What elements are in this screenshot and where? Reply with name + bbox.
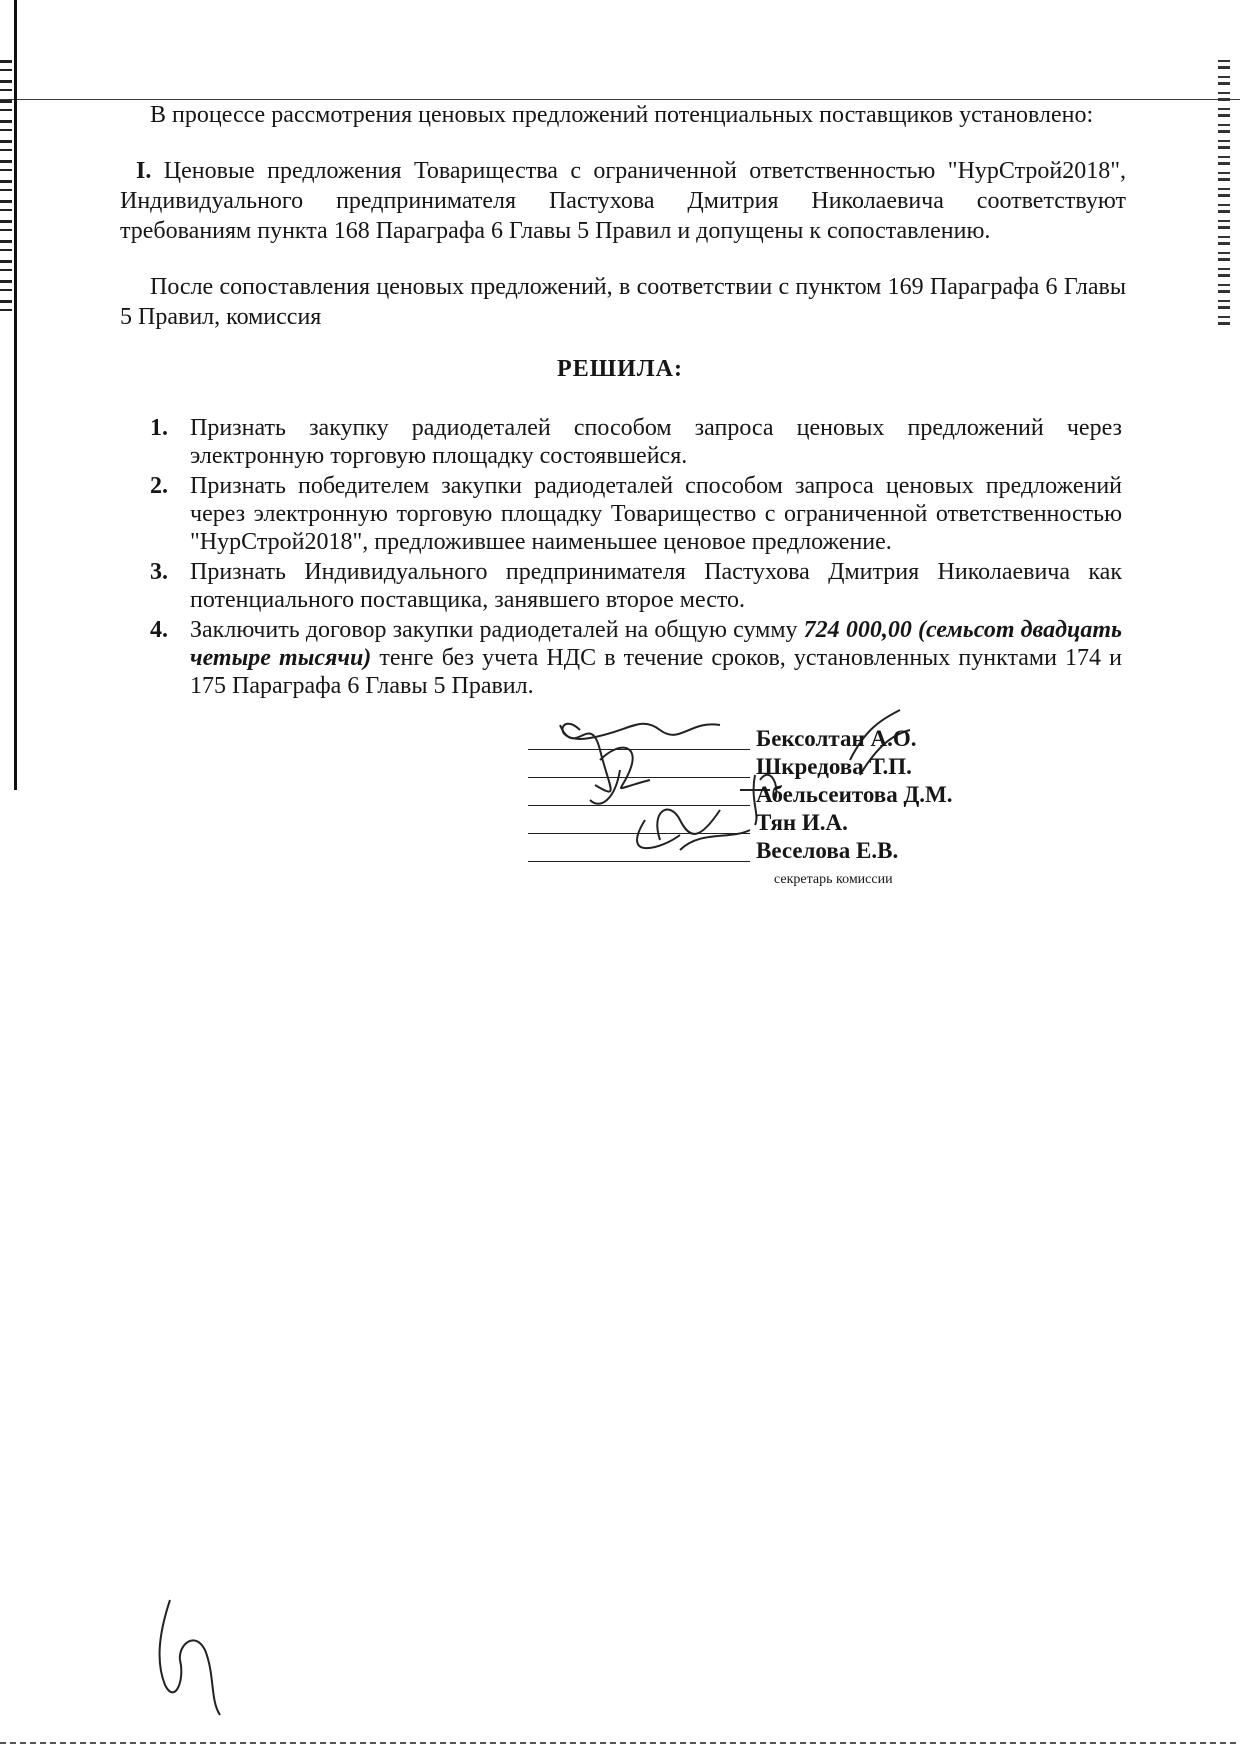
- decision-item: [150, 558, 1122, 614]
- signatory-row: [528, 782, 1008, 810]
- decision-item: [150, 472, 1122, 556]
- decision-item: [150, 616, 1122, 700]
- section-one-paragraph: [120, 156, 1126, 246]
- scan-right-marks: [1218, 60, 1230, 330]
- decision-item: [150, 414, 1122, 470]
- signature-line: [528, 833, 750, 834]
- signature-line: [528, 805, 750, 806]
- comparison-text: После сопоставления ценовых предложений, в соответствии с пунктом 169 Параграфа 6 Главы 5 Правил, комиссия: [120, 274, 1126, 330]
- scan-bottom-line: [0, 1742, 1240, 1744]
- secretary-role-label: секретарь комиссии: [774, 872, 893, 887]
- signatory-name: Бексолтан А.О.: [756, 726, 917, 751]
- decision-list: [150, 414, 1122, 702]
- signature-line: [528, 749, 750, 750]
- signature-line: [528, 777, 750, 778]
- signatory-name: Шкредова Т.П.: [756, 754, 912, 779]
- signature-line: [528, 861, 750, 862]
- decision-text: Признать закупку радиодеталей способом запроса ценовых предложений через электронную торговую площадку состоявшейся.: [190, 415, 1122, 469]
- scan-left-marks: [0, 60, 12, 320]
- decision-text-before: Заключить договор закупки радиодеталей на общую сумму: [190, 617, 804, 643]
- section-one-marker: I.: [136, 158, 152, 184]
- scan-left-edge: [14, 0, 17, 790]
- decision-text: Признать Индивидуального предпринимателя Пастухова Дмитрия Николаевича как потенциального поставщика, занявшего второе место.: [190, 559, 1122, 613]
- intro-paragraph: В процессе рассмотрения ценовых предложений потенциальных поставщиков установлено:: [150, 102, 1094, 128]
- decision-number: 4.: [150, 617, 168, 643]
- decision-number: 1.: [150, 415, 168, 441]
- signatory-row: [528, 810, 1008, 838]
- signatory-row: [528, 838, 1008, 866]
- signatory-name: Абельсеитова Д.М.: [756, 782, 953, 807]
- corner-initials-signature: [150, 1590, 230, 1720]
- decision-number: 3.: [150, 559, 168, 585]
- decision-number: 2.: [150, 473, 168, 499]
- signatory-row: [528, 726, 1008, 754]
- decision-heading: РЕШИЛА:: [557, 356, 683, 382]
- signature-block: [528, 726, 1008, 887]
- contract-amount: 724 000,00 (семьсот двадцать четыре тысячи): [190, 617, 1122, 671]
- decision-text: Признать победителем закупки радиодеталей способом запроса ценовых предложений через электронную торговую площадку Товарищество с ограниченной ответственностью "НурСтрой2018", предложившее наименьшее ценовое предложение.: [190, 473, 1122, 555]
- signatory-name: Тян И.А.: [756, 810, 848, 835]
- signatory-row: [528, 754, 1008, 782]
- section-one-text: Ценовые предложения Товарищества с ограниченной ответственностью "НурСтрой2018", Индивидуального предпринимателя Пастухова Дмитрия Николаевича соответствуют требованиям пункта 168 Параграфа 6 Главы 5 Правил и допущены к сопоставлению.: [120, 158, 1127, 244]
- decision-text-after: тенге без учета НДС в течение сроков, установленных пунктами 174 и 175 Параграфа 6 Главы 5 Правил.: [190, 645, 1122, 699]
- comparison-paragraph: [120, 272, 1126, 332]
- signatory-name: Веселова Е.В.: [756, 838, 899, 863]
